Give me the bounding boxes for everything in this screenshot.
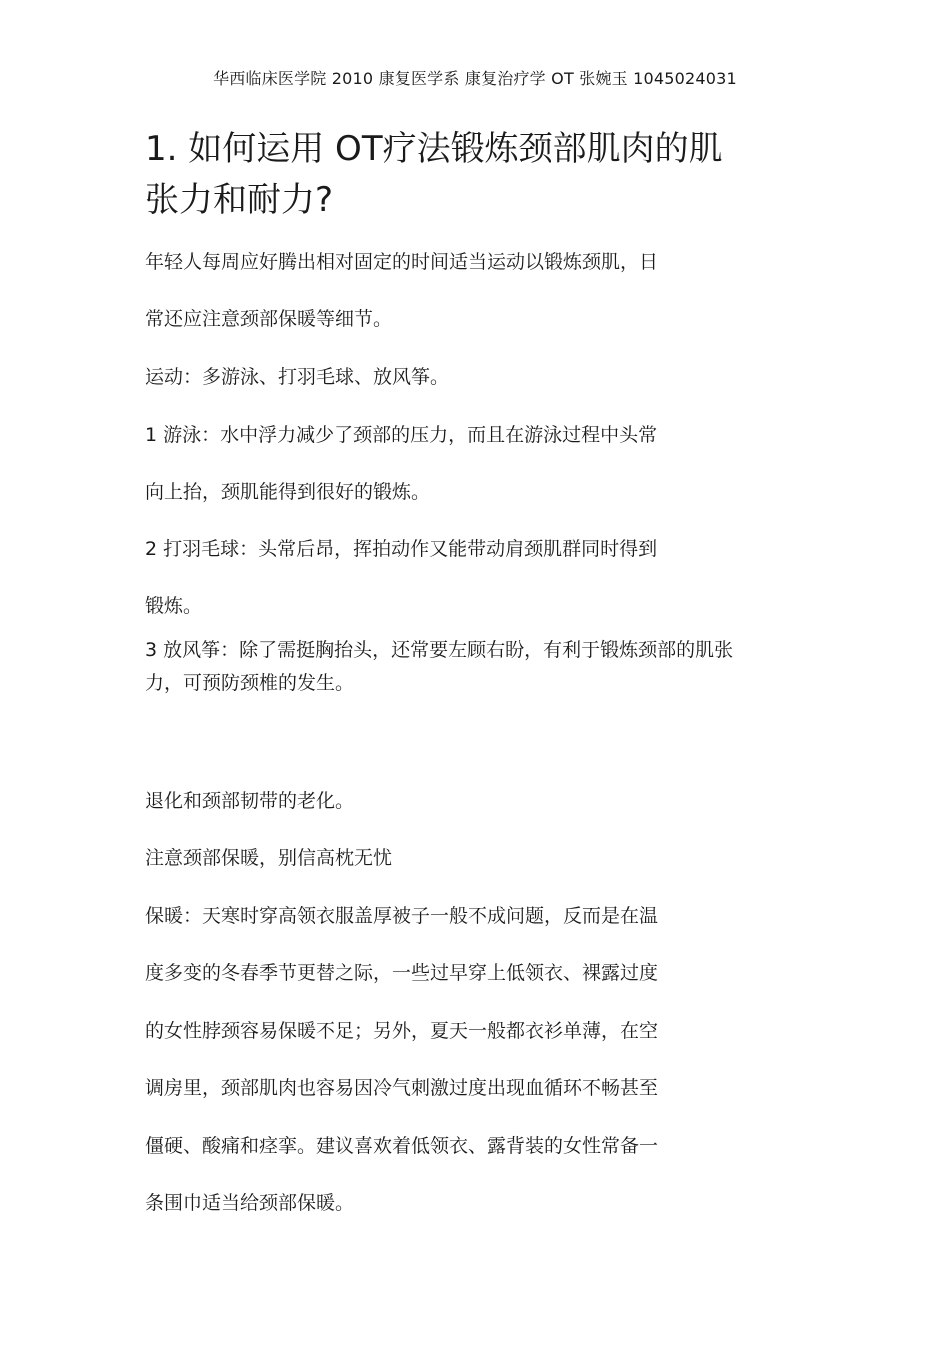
paragraph-line: 常还应注意颈部保暖等细节。 (145, 308, 393, 330)
paragraph-line: 1 游泳：水中浮力减少了颈部的压力，而且在游泳过程中头常 (145, 424, 658, 446)
paragraph-line: 锻炼。 (145, 595, 203, 617)
paragraph-line: 运动：多游泳、打羽毛球、放风筝。 (145, 366, 450, 388)
title-line-2: 张力和耐力? (145, 180, 334, 220)
document-header: 华西临床医学院 2010 康复医学系 康复治疗学 OT 张婉玉 1045024031 (213, 69, 737, 88)
paragraph-line: 条围巾适当给颈部保暖。 (145, 1192, 355, 1214)
paragraph-wrapped: 3 放风筝：除了需挺胸抬头，还常要左顾右盼，有利于锻炼颈部的肌张力，可预防颈椎的发生。 (145, 639, 734, 694)
section-heading: 注意颈部保暖，别信高枕无忧 (145, 847, 393, 869)
paragraph-line: 调房里，颈部肌肉也容易因冷气刺激过度出现血循环不畅甚至 (145, 1077, 659, 1099)
paragraph-line: 向上抬，颈肌能得到很好的锻炼。 (145, 481, 431, 503)
paragraph-line: 僵硬、酸痛和痉挛。建议喜欢着低领衣、露背装的女性常备一 (145, 1135, 659, 1157)
paragraph-line: 的女性脖颈容易保暖不足；另外，夏天一般都衣衫单薄，在空 (145, 1020, 659, 1042)
page-title (145, 124, 785, 226)
paragraph-line: 保暖：天寒时穿高领衣服盖厚被子一般不成问题，反而是在温 (145, 905, 659, 927)
title-line-1: 1. 如何运用 OT疗法锻炼颈部肌肉的肌 (145, 129, 723, 169)
paragraph-line: 2 打羽毛球：头常后昂，挥拍动作又能带动肩颈肌群同时得到 (145, 538, 658, 560)
paragraph-line: 退化和颈部韧带的老化。 (145, 790, 355, 812)
paragraph-line: 年轻人每周应好腾出相对固定的时间适当运动以锻炼颈肌，日 (145, 251, 659, 273)
paragraph-line: 度多变的冬春季节更替之际，一些过早穿上低领衣、裸露过度 (145, 962, 659, 984)
